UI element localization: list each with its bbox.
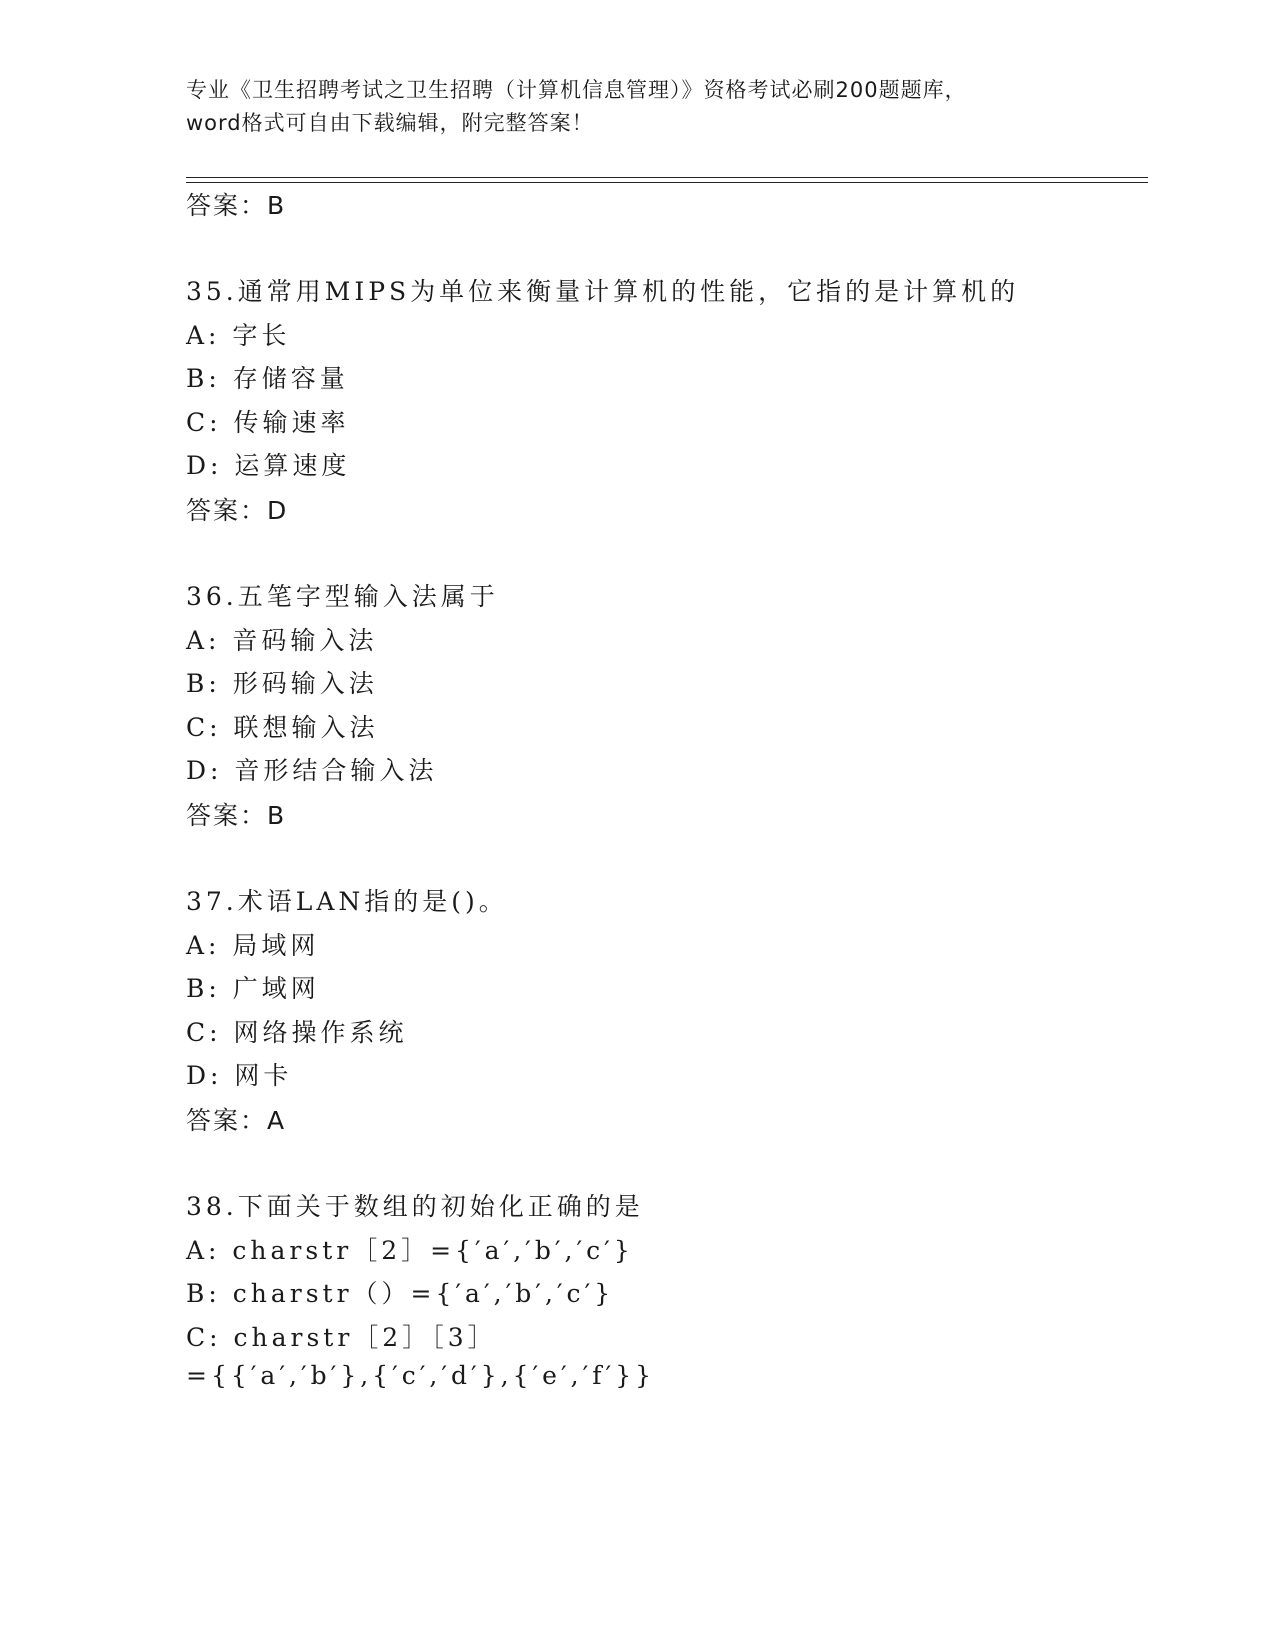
option-b: B: 存储容量 (186, 364, 349, 393)
option-c-continued: ={{′a′,′b′},{′c′,′d′},{′e′,′f′}} (186, 1361, 656, 1390)
question-stem: 35.通常用MIPS为单位来衡量计算机的性能，它指的是计算机的 (186, 277, 1020, 306)
header-divider-double (186, 182, 1148, 183)
answer-line: 答案：B (186, 801, 287, 830)
option-b: B: 广域网 (186, 974, 320, 1003)
option-c: C: 传输速率 (186, 408, 350, 437)
option-a: A: 音码输入法 (186, 626, 378, 655)
header-divider (186, 177, 1148, 178)
answer-line: 答案：D (186, 496, 289, 525)
question-stem: 37.术语LAN指的是()。 (186, 887, 508, 916)
option-c: C: 网络操作系统 (186, 1018, 408, 1047)
question-stem: 36.五笔字型输入法属于 (186, 582, 499, 611)
option-b: B: 形码输入法 (186, 669, 378, 698)
option-d: D: 运算速度 (186, 451, 351, 480)
option-b: B: charstr（）={′a′,′b′,′c′} (186, 1279, 615, 1308)
option-a: A: charstr［2］={′a′,′b′,′c′} (186, 1236, 634, 1265)
header-line-1: 专业《卫生招聘考试之卫生招聘（计算机信息管理）》资格考试必刷200题题库， (186, 78, 967, 102)
option-c: C: 联想输入法 (186, 713, 379, 742)
document-header (186, 74, 1086, 140)
option-a: A: 局域网 (186, 931, 320, 960)
header-line-2: word格式可自由下载编辑，附完整答案！ (186, 111, 594, 135)
answer-line: 答案：A (186, 1106, 287, 1135)
option-d: D: 音形结合输入法 (186, 756, 438, 785)
question-stem: 38.下面关于数组的初始化正确的是 (186, 1192, 644, 1221)
option-a: A: 字长 (186, 321, 291, 350)
answer-line: 答案：B (186, 191, 287, 220)
option-d: D: 网卡 (186, 1061, 293, 1090)
option-c: C: charstr［2］［3］ (186, 1323, 497, 1352)
